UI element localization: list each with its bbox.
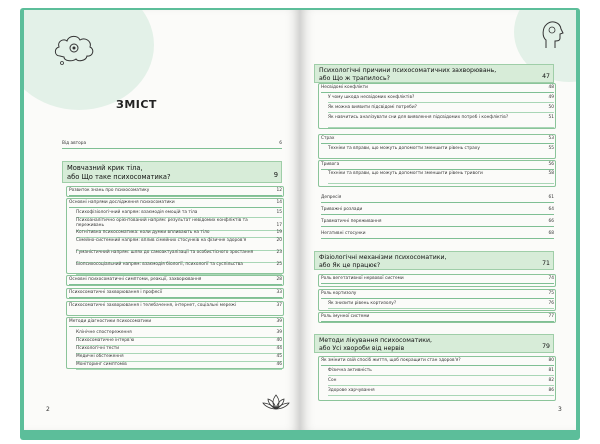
toc-entry-title: Методи діагностики психосоматики <box>69 319 152 324</box>
toc-section-title[interactable] <box>314 251 554 270</box>
section-title-line2: або Як це працює? <box>319 261 381 269</box>
toc-entry-page: 64 <box>548 207 554 212</box>
toc-group-frame <box>66 317 284 369</box>
toc-entry-title: Біопсихосоціальний напрям: взаємодія біології, психології та суспільства <box>76 262 243 267</box>
toc-entry-page: 77 <box>548 314 554 319</box>
toc-entry-title: Основні напрями дослідження психосоматики <box>69 200 175 205</box>
toc-entry-page: 56 <box>548 162 554 167</box>
section-page: 47 <box>542 72 550 80</box>
toc-entry-page: 23 <box>276 250 282 255</box>
toc-entry[interactable] <box>321 195 554 200</box>
toc-entry-page: 19 <box>276 230 282 235</box>
toc-group-frame <box>66 288 284 299</box>
toc-entry[interactable] <box>321 207 554 212</box>
toc-group-frame <box>318 274 556 287</box>
toc-group-frame <box>318 312 556 323</box>
toc-section-title[interactable] <box>314 64 554 83</box>
toc-entry-page: 44 <box>276 346 282 351</box>
toc-entry-page: 76 <box>548 301 554 306</box>
toc-entry-page: 14 <box>276 200 282 205</box>
toc-group-frame <box>318 160 556 187</box>
toc-separator <box>321 214 554 215</box>
toc-entry-page: 49 <box>548 95 554 100</box>
toc-separator <box>62 148 282 149</box>
toc-entry-page: 25 <box>276 262 282 267</box>
section-page: 79 <box>542 342 550 350</box>
toc-entry-page: 6 <box>279 141 282 146</box>
toc-entry-title: Психофізіологічний напрям: взаємодія емоцій та тіла <box>76 210 198 215</box>
left-page <box>24 10 300 430</box>
toc-entry-title: Клінічне спостереження <box>76 330 132 335</box>
toc-entry-page: 28 <box>276 277 282 282</box>
toc-entry-title: Тривога <box>321 162 340 167</box>
toc-entry-title: Медичні обстеження <box>76 354 124 359</box>
toc-entry-page: 46 <box>276 362 282 367</box>
toc-entry-page: 61 <box>548 195 554 200</box>
head-profile-icon <box>540 18 564 50</box>
toc-entry-title: Техніки та вправи, що можуть допомогти зменшити рівень тривоги <box>328 171 483 176</box>
toc-separator <box>321 202 554 203</box>
toc-heading: ЗМІСТ <box>116 98 157 111</box>
toc-entry-title: Психосоматичні захворювання і телебачення, інтернет, соціальні мережі <box>69 303 237 308</box>
toc-entry-title: Психосоматичні захворювання і професії <box>69 290 163 295</box>
toc-entry-title: Тривожні розлади <box>321 207 363 212</box>
toc-entry-page: 66 <box>548 219 554 224</box>
page-number: 3 <box>558 406 562 413</box>
toc-entry-page: 12 <box>276 188 282 193</box>
toc-entry-page: 50 <box>548 105 554 110</box>
toc-group-frame <box>318 356 556 401</box>
toc-entry-title: Як можна виявити підсвідомі потреби? <box>328 105 417 110</box>
toc-entry-page: 68 <box>548 231 554 236</box>
toc-entry-title: Когнітивна психосоматика: коли думки впливають на тіло <box>76 230 210 235</box>
right-page <box>300 10 576 430</box>
toc-entry-page: 45 <box>276 354 282 359</box>
toc-group-frame <box>318 289 556 311</box>
toc-entry[interactable] <box>62 141 282 146</box>
section-title-line1: Психологічні причини психосоматичних захворювань, <box>319 67 497 74</box>
toc-entry-title: Моніторинг симптомів <box>76 362 127 367</box>
toc-entry-title: Техніки та вправи, що можуть допомогти зменшити рівень страху <box>328 146 480 151</box>
toc-entry-title: У чому шкода несвідомих конфліктів? <box>328 95 415 100</box>
section-title-line2: або Усі хвороби від нервів <box>319 344 405 352</box>
brain-gear-icon <box>52 32 96 66</box>
toc-entry-title: Гуманістичний напрям: шлях до самоактуалізації та особистісного зростання <box>76 250 254 255</box>
toc-entry-title: Психоаналітично орієнтований напрям: результат невідомих конфліктів та переживань <box>76 218 248 229</box>
toc-section-title[interactable] <box>314 334 554 353</box>
toc-group-frame <box>66 275 284 286</box>
toc-section-title[interactable] <box>62 161 282 183</box>
toc-entry-title: Здорове харчування <box>328 388 375 393</box>
section-title-line1: Фізіологічні механізми психосоматики, <box>319 254 447 261</box>
toc-entry-page: 15 <box>276 210 282 215</box>
toc-entry-title: Депресія <box>321 195 342 200</box>
toc-entry-title: Основні психосоматичні симптоми, реакції, захворювання <box>69 277 202 282</box>
toc-entry-title: Несвідомі конфлікти <box>321 85 368 90</box>
toc-entry-title: Як знизити рівень кортизолу? <box>328 301 397 306</box>
page-number: 2 <box>46 406 50 413</box>
toc-entry-title: Роль кортизолу <box>321 291 357 296</box>
toc-entry-page: 33 <box>276 290 282 295</box>
toc-entry-page: 58 <box>548 171 554 176</box>
toc-entry-page: 53 <box>548 136 554 141</box>
section-title-line1: Мовчазний крик тіла, <box>67 164 143 172</box>
toc-entry-title: Роль вегетативної нервової системи <box>321 276 404 281</box>
toc-group-frame <box>66 301 284 316</box>
toc-entry-page: 51 <box>548 115 554 120</box>
toc-entry-title: Сімейно-системний напрям: вплив сімейних стосунків на фізичне здоров'я <box>76 238 247 243</box>
toc-entry-title: Роль імунної системи <box>321 314 370 319</box>
toc-group-frame <box>318 134 556 159</box>
toc-entry-page: 37 <box>276 303 282 308</box>
section-title-line2: або Що таке психосоматика? <box>67 173 171 181</box>
toc-entry-page: 39 <box>276 330 282 335</box>
toc-entry-title: Страх <box>321 136 335 141</box>
toc-entry-page: 86 <box>548 388 554 393</box>
toc-entry-title: Сон <box>328 378 337 383</box>
toc-entry-page: 17 <box>276 223 282 229</box>
toc-entry[interactable] <box>321 231 554 236</box>
lotus-icon <box>262 392 290 412</box>
toc-entry-page: 82 <box>548 378 554 383</box>
toc-entry[interactable] <box>321 219 554 224</box>
toc-separator <box>321 226 554 227</box>
toc-entry-page: 39 <box>276 319 282 324</box>
toc-group-frame <box>66 186 284 197</box>
toc-entry-page: 80 <box>548 358 554 363</box>
section-title-line2: або Що ж трапилось? <box>319 74 390 82</box>
toc-entry-page: 20 <box>276 238 282 243</box>
toc-entry-page: 55 <box>548 146 554 151</box>
toc-entry-title: Розвиток знань про психосоматику <box>69 188 150 193</box>
toc-separator <box>321 238 554 239</box>
toc-entry-page: 40 <box>276 338 282 343</box>
toc-group-frame <box>66 198 284 274</box>
toc-entry-page: 48 <box>548 85 554 90</box>
toc-entry-title: Як змінити свій спосіб життя, щоб покращити стан здоров'я? <box>321 358 461 363</box>
toc-group-frame <box>318 83 556 129</box>
toc-entry-page: 75 <box>548 291 554 296</box>
toc-entry-page: 81 <box>548 368 554 373</box>
toc-entry-title: Фізична активність <box>328 368 372 373</box>
toc-entry-title: Негативні стосунки <box>321 231 366 236</box>
toc-entry-page: 74 <box>548 276 554 281</box>
section-title-line1: Методи лікування психосоматики, <box>319 337 433 344</box>
toc-entry-title: Травматичні переживання <box>321 219 382 224</box>
toc-entry-title: Психосоматичне інтерв'ю <box>76 338 135 343</box>
toc-entry-title: Психологічні тести <box>76 346 120 351</box>
section-page: 71 <box>542 259 550 267</box>
section-page: 9 <box>273 171 278 179</box>
toc-entry-title: Від автора <box>62 141 87 146</box>
toc-entry-title: Як навчитись аналізувати сни для виявлення підсвідомих потреб і конфліктів? <box>328 115 509 120</box>
